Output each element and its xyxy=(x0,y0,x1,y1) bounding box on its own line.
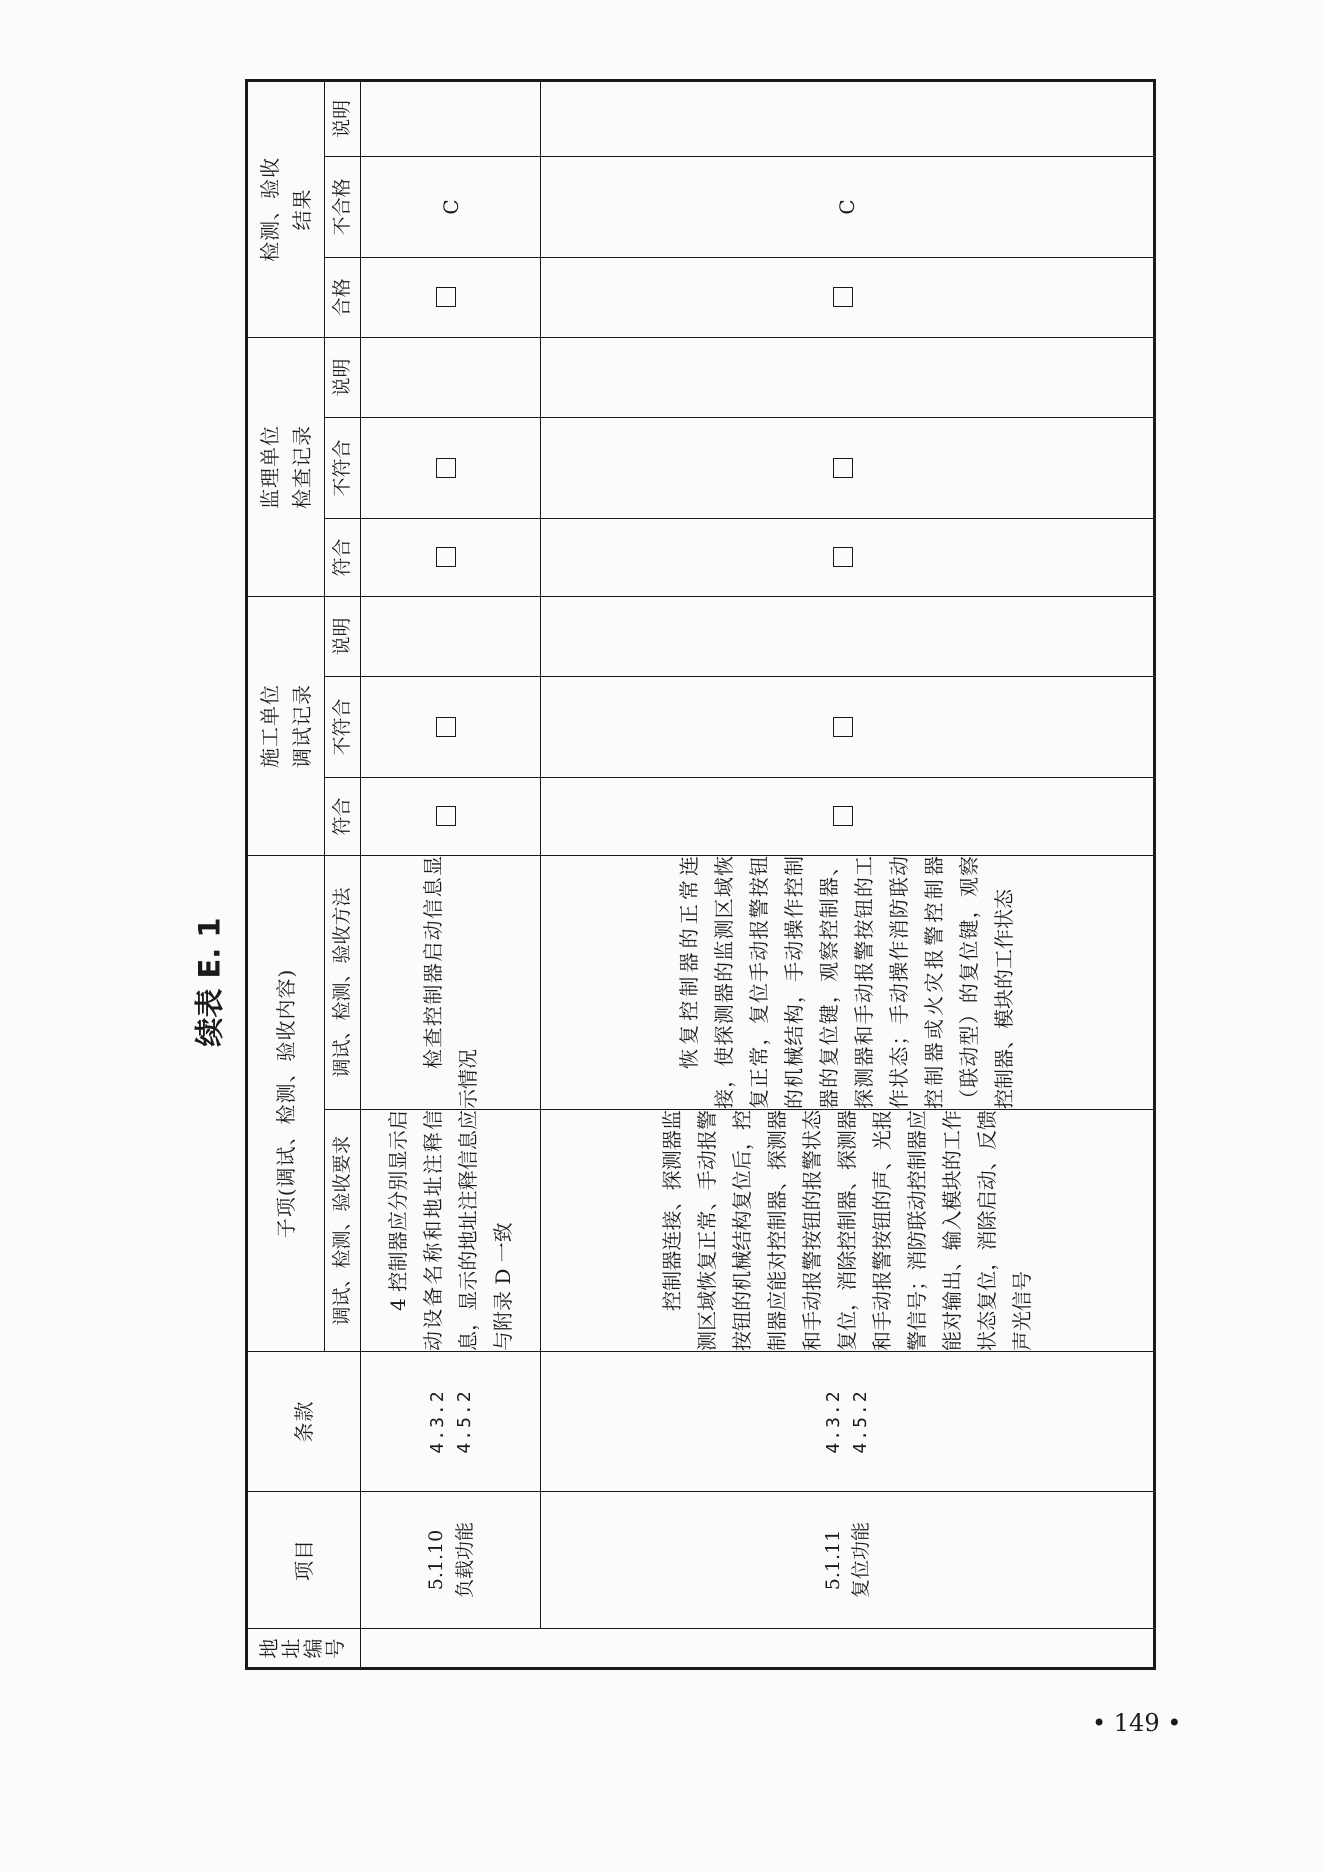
clause-ref: 4.5.2 xyxy=(850,1389,871,1454)
header-construction-label: 施工单位调试记录 xyxy=(258,683,314,768)
table-row xyxy=(361,80,541,1668)
checkbox[interactable] xyxy=(833,547,853,567)
header-note-1: 说明 xyxy=(325,596,361,676)
header-supervision-record xyxy=(247,337,325,596)
address-cell xyxy=(361,1629,1155,1669)
note-cell xyxy=(541,337,1155,417)
page-number: • 149 • xyxy=(1092,1709,1182,1737)
pass-checkbox-cell[interactable] xyxy=(541,257,1155,337)
comply-checkbox-cell[interactable] xyxy=(361,777,541,855)
comply-checkbox-cell[interactable] xyxy=(541,518,1155,596)
header-pass: 合格 xyxy=(325,257,361,337)
checkbox[interactable] xyxy=(833,806,853,826)
header-method: 调试、检测、验收方法 xyxy=(325,855,361,1109)
inspection-table xyxy=(245,99,1153,1670)
checkbox[interactable] xyxy=(436,547,456,567)
header-project: 项目 xyxy=(247,1492,361,1629)
note-cell xyxy=(361,596,541,676)
requirement-text: 4 控制器应分别显示启动设备名称和地址注释信息，显示的地址注释信息应与附录 D 一致 xyxy=(385,1110,515,1351)
header-result-label: 检测、验收结果 xyxy=(258,156,314,262)
method-text: 检查控制器启动信息显示情况 xyxy=(420,855,480,1109)
header-note-2: 说明 xyxy=(325,337,361,417)
clause-ref: 4.3.2 xyxy=(426,1389,448,1454)
item-number: 5.1.10 xyxy=(425,1529,447,1591)
checkbox[interactable] xyxy=(436,287,456,307)
checkbox[interactable] xyxy=(833,717,853,737)
header-address xyxy=(247,1629,361,1669)
project-cell xyxy=(361,1492,541,1629)
checkbox[interactable] xyxy=(833,287,853,307)
not-comply-checkbox-cell[interactable] xyxy=(361,676,541,777)
note-cell xyxy=(361,80,541,156)
header-clause: 条款 xyxy=(247,1352,361,1492)
not-comply-checkbox-cell[interactable] xyxy=(541,676,1155,777)
requirement-cell xyxy=(541,1110,1155,1352)
note-cell xyxy=(541,80,1155,156)
checkbox[interactable] xyxy=(436,717,456,737)
table-row xyxy=(541,80,1155,1668)
header-construction-record xyxy=(247,596,325,855)
clause-ref: 4.3.2 xyxy=(823,1389,844,1454)
item-number: 5.1.11 xyxy=(821,1529,844,1591)
table-title: 续表 E. 1 xyxy=(192,917,227,1047)
note-cell xyxy=(361,337,541,417)
header-not-comply-2: 不符合 xyxy=(325,417,361,518)
requirement-cell xyxy=(361,1110,541,1352)
checkbox[interactable] xyxy=(436,806,456,826)
checkbox[interactable] xyxy=(436,458,456,478)
clause-cell xyxy=(361,1352,541,1492)
header-address-label: 地址编号 xyxy=(256,1637,347,1659)
method-cell xyxy=(541,855,1155,1109)
header-fail: 不合格 xyxy=(325,156,361,257)
not-comply-checkbox-cell[interactable] xyxy=(361,417,541,518)
header-note-3: 说明 xyxy=(325,80,361,156)
requirement-text: 控制器连接、探测器监测区域恢复正常、手动报警按钮的机械结构复位后，控制器应能对控制器、探测器和手动报警按钮的报警状态复位，消除控制器、探测器和手动报警按钮的声、光报警信号；消防联动控制器应能对输出、输入模块的工作状态复位，消除启动、反馈声光信号 xyxy=(659,1110,1034,1351)
method-cell xyxy=(361,855,541,1109)
clause-ref: 4.5.2 xyxy=(453,1389,475,1454)
fail-mark-cell: C xyxy=(361,156,541,257)
comply-checkbox-cell[interactable] xyxy=(541,777,1155,855)
note-cell xyxy=(541,596,1155,676)
checkbox[interactable] xyxy=(833,458,853,478)
project-cell xyxy=(541,1492,1155,1629)
header-comply-2: 符合 xyxy=(325,518,361,596)
header-subitem: 子项(调试、检测、验收内容) xyxy=(247,855,325,1351)
method-text: 恢复控制器的正常连接，使探测器的监测区域恢复正常，复位手动报警按钮的机械结构，手动操作控制器的复位键，观察控制器、探测器和手动报警按钮的工作状态；手动操作消防联动控制器或火灾报警控制器（联动型）的复位键，观察控制器、模块的工作状态 xyxy=(677,855,1016,1109)
header-comply-1: 符合 xyxy=(325,777,361,855)
header-supervision-label: 监理单位检查记录 xyxy=(258,424,314,509)
header-result xyxy=(247,80,325,337)
fail-mark-cell: C xyxy=(541,156,1155,257)
clause-cell xyxy=(541,1352,1155,1492)
pass-checkbox-cell[interactable] xyxy=(361,257,541,337)
header-requirement: 调试、检测、验收要求 xyxy=(325,1110,361,1352)
header-not-comply-1: 不符合 xyxy=(325,676,361,777)
not-comply-checkbox-cell[interactable] xyxy=(541,417,1155,518)
comply-checkbox-cell[interactable] xyxy=(361,518,541,596)
item-name: 复位功能 xyxy=(850,1522,872,1599)
item-name: 负载功能 xyxy=(453,1522,476,1599)
